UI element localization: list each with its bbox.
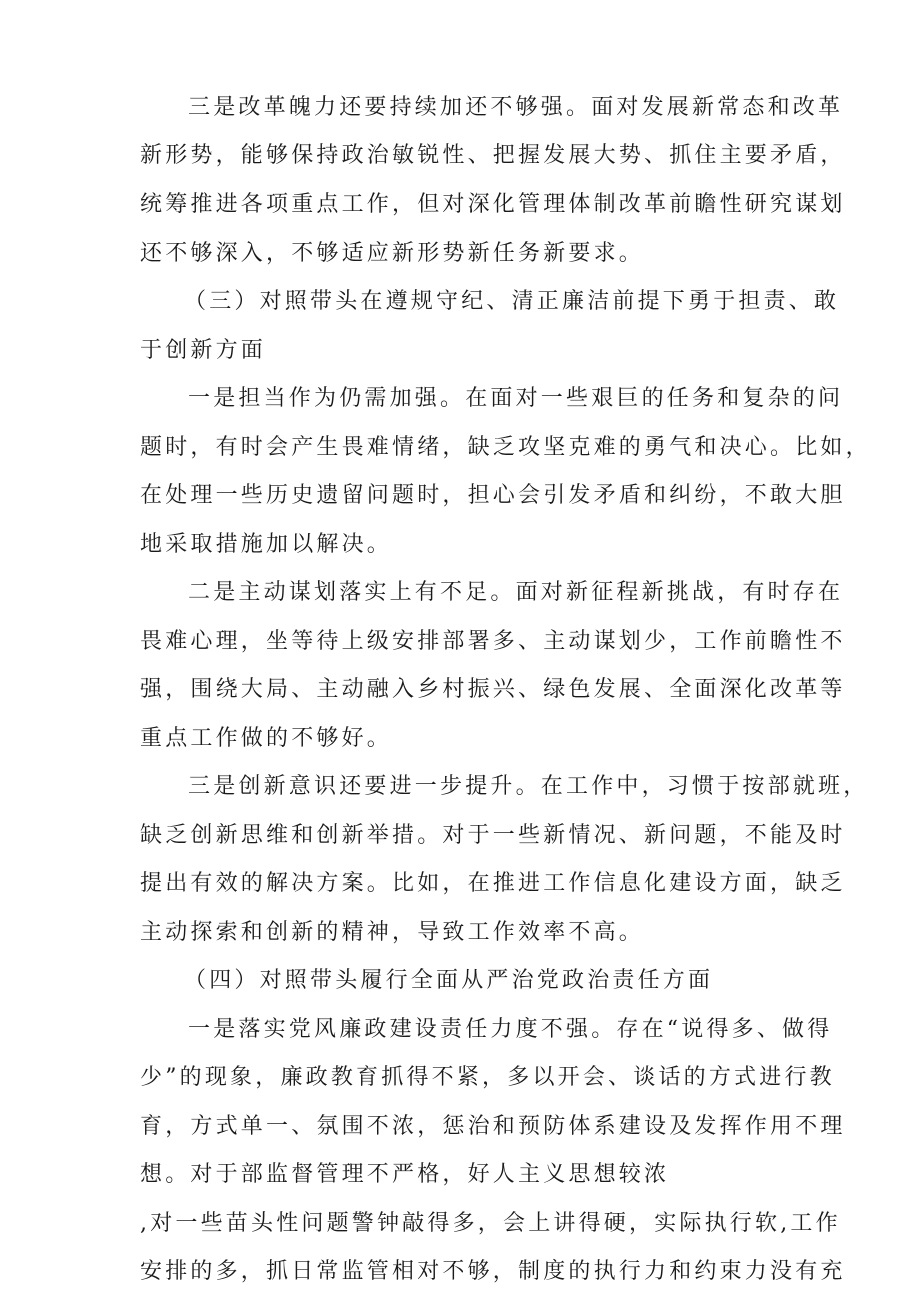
text-line-18: 主动探索和创新的精神，导致工作效率不高。 (140, 920, 645, 945)
text-line-9: 在处理一些历史遗留问题时，担心会引发矛盾和纠纷，不敢大胆 (140, 483, 846, 508)
text-line-4: 还不够深入，不够适应新形势新任务新要求。 (140, 241, 645, 266)
text-line-11: 二是主动谋划落实上有不足。面对新征程新挑战，有时存在 (188, 580, 844, 605)
text-line-7: 一是担当作为仍需加强。在面对一些艰巨的任务和复杂的问 (188, 386, 844, 411)
text-line-22: 育，方式单一、氛围不浓，惩治和预防体系建设及发挥作用不理 (140, 1114, 846, 1139)
text-line-25: 安排的多，抓日常监管相对不够，制度的执行力和约束力没有充 (140, 1259, 846, 1284)
text-line-3: 统筹推进各项重点工作，但对深化管理体制改革前瞻性研究谋划 (140, 192, 846, 217)
text-line-14: 重点工作做的不够好。 (140, 726, 393, 751)
section-heading-3-line-2: 于创新方面 (140, 338, 267, 363)
text-line-16: 缺乏创新思维和创新举措。对于一些新情况、新问题，不能及时 (140, 823, 846, 848)
text-line-2: 新形势，能够保持政治敏锐性、把握发展大势、抓住主要矛盾， (140, 143, 846, 168)
text-line-1: 三是改革魄力还要持续加还不够强。面对发展新常态和改革 (188, 95, 844, 120)
text-line-8: 题时，有时会产生畏难情绪，缺乏攻坚克难的勇气和决心。比如， (140, 435, 871, 460)
text-line-20: 一是落实党风廉政建设责任力度不强。存在“说得多、做得 (188, 1017, 833, 1042)
section-heading-3-line-1: （三）对照带头在遵规守纪、清正廉洁前提下勇于担责、敢 (184, 289, 840, 314)
text-line-13: 强，围绕大局、主动融入乡村振兴、绿色发展、全面深化改革等 (140, 677, 846, 702)
text-line-23: 想。对于部监督管理不严格，好人主义思想较浓 (140, 1162, 670, 1187)
text-line-17: 提出有效的解决方案。比如，在推进工作信息化建设方面，缺乏 (140, 871, 846, 896)
text-line-24: ,对一些苗头性问题警钟敲得多，会上讲得硬，实际执行软,工作 (140, 1211, 841, 1236)
text-line-21: 少”的现象，廉政教育抓得不紧，多以开会、谈话的方式进行教 (140, 1065, 835, 1090)
text-line-12: 畏难心理，坐等待上级安排部署多、主动谋划少，工作前瞻性不 (140, 629, 846, 654)
section-heading-4: （四）对照带头履行全面从严治党政治责任方面 (184, 968, 714, 993)
text-line-15: 三是创新意识还要进一步提升。在工作中，习惯于按部就班， (188, 774, 869, 799)
text-line-10: 地采取措施加以解决。 (140, 532, 393, 557)
